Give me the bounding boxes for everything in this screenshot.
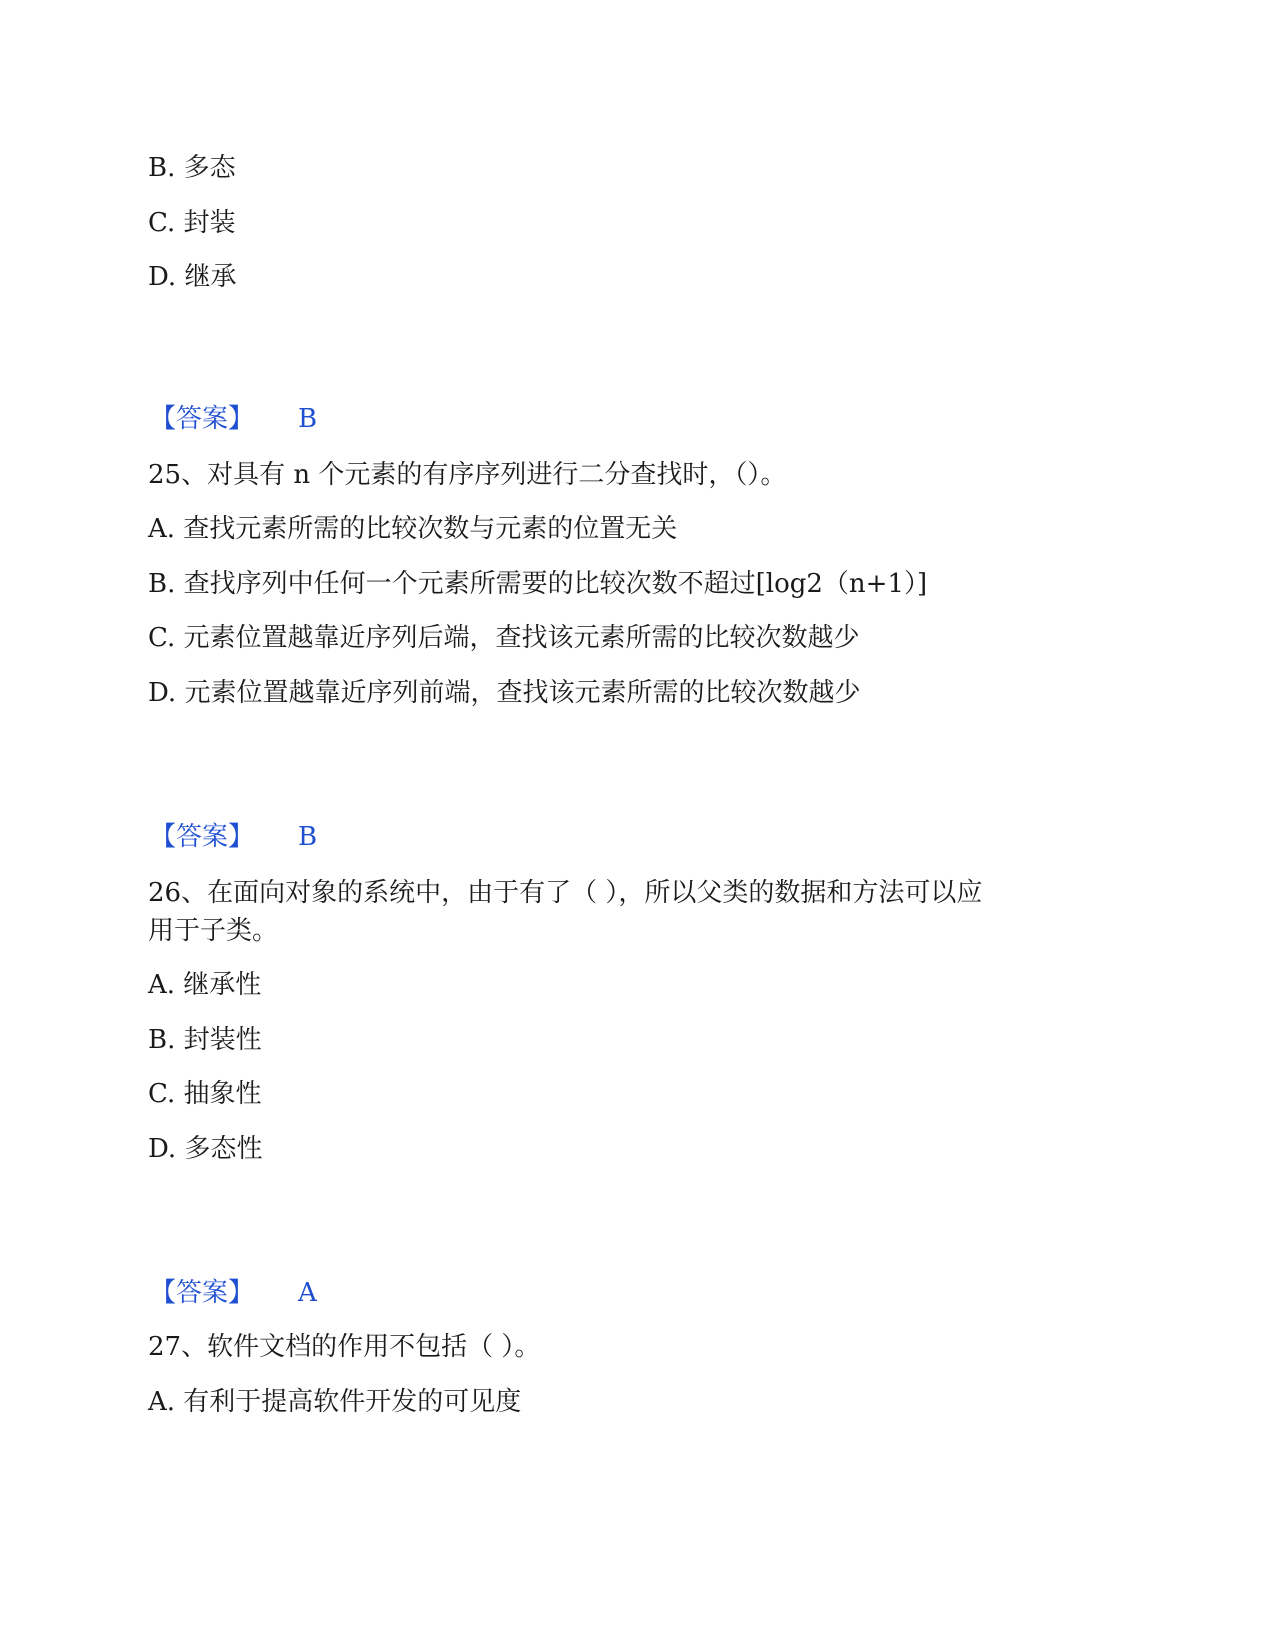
- answer-label: 【答案】: [150, 1278, 255, 1308]
- answer-value: B: [298, 404, 318, 434]
- q26-stem-line1: 26、在面向对象的系统中，由于有了（ ），所以父类的数据和方法可以应: [148, 878, 983, 908]
- q26-option-a: A. 继承性: [148, 970, 262, 1000]
- q25-option-a: A. 查找元素所需的比较次数与元素的位置无关: [148, 514, 678, 544]
- answer-value: A: [298, 1278, 317, 1308]
- q26-option-d: D. 多态性: [148, 1134, 263, 1164]
- answer-label: 【答案】: [150, 404, 255, 434]
- q24-option-d: D. 继承: [148, 262, 237, 292]
- q25-option-c: C. 元素位置越靠近序列后端，查找该元素所需的比较次数越少: [148, 623, 860, 653]
- q24-option-b: B. 多态: [148, 153, 236, 183]
- q25-answer: [150, 820, 317, 854]
- q26-answer: [150, 1276, 317, 1310]
- q26-option-c: C. 抽象性: [148, 1079, 262, 1109]
- q24-option-c: C. 封装: [148, 208, 236, 238]
- q25-option-d: D. 元素位置越靠近序列前端，查找该元素所需的比较次数越少: [148, 678, 861, 708]
- answer-label: 【答案】: [150, 822, 255, 852]
- q26-stem-line2: 用于子类。: [148, 916, 279, 946]
- q25-option-b: B. 查找序列中任何一个元素所需要的比较次数不超过[log2（n+1）]: [148, 569, 928, 599]
- q24-answer: [150, 402, 317, 436]
- q27-stem: 27、软件文档的作用不包括（ ）。: [148, 1332, 541, 1362]
- answer-value: B: [298, 822, 318, 852]
- q25-stem: 25、对具有 n 个元素的有序序列进行二分查找时，（）。: [148, 460, 787, 490]
- q26-option-b: B. 封装性: [148, 1025, 262, 1055]
- q27-option-a: A. 有利于提高软件开发的可见度: [148, 1387, 522, 1417]
